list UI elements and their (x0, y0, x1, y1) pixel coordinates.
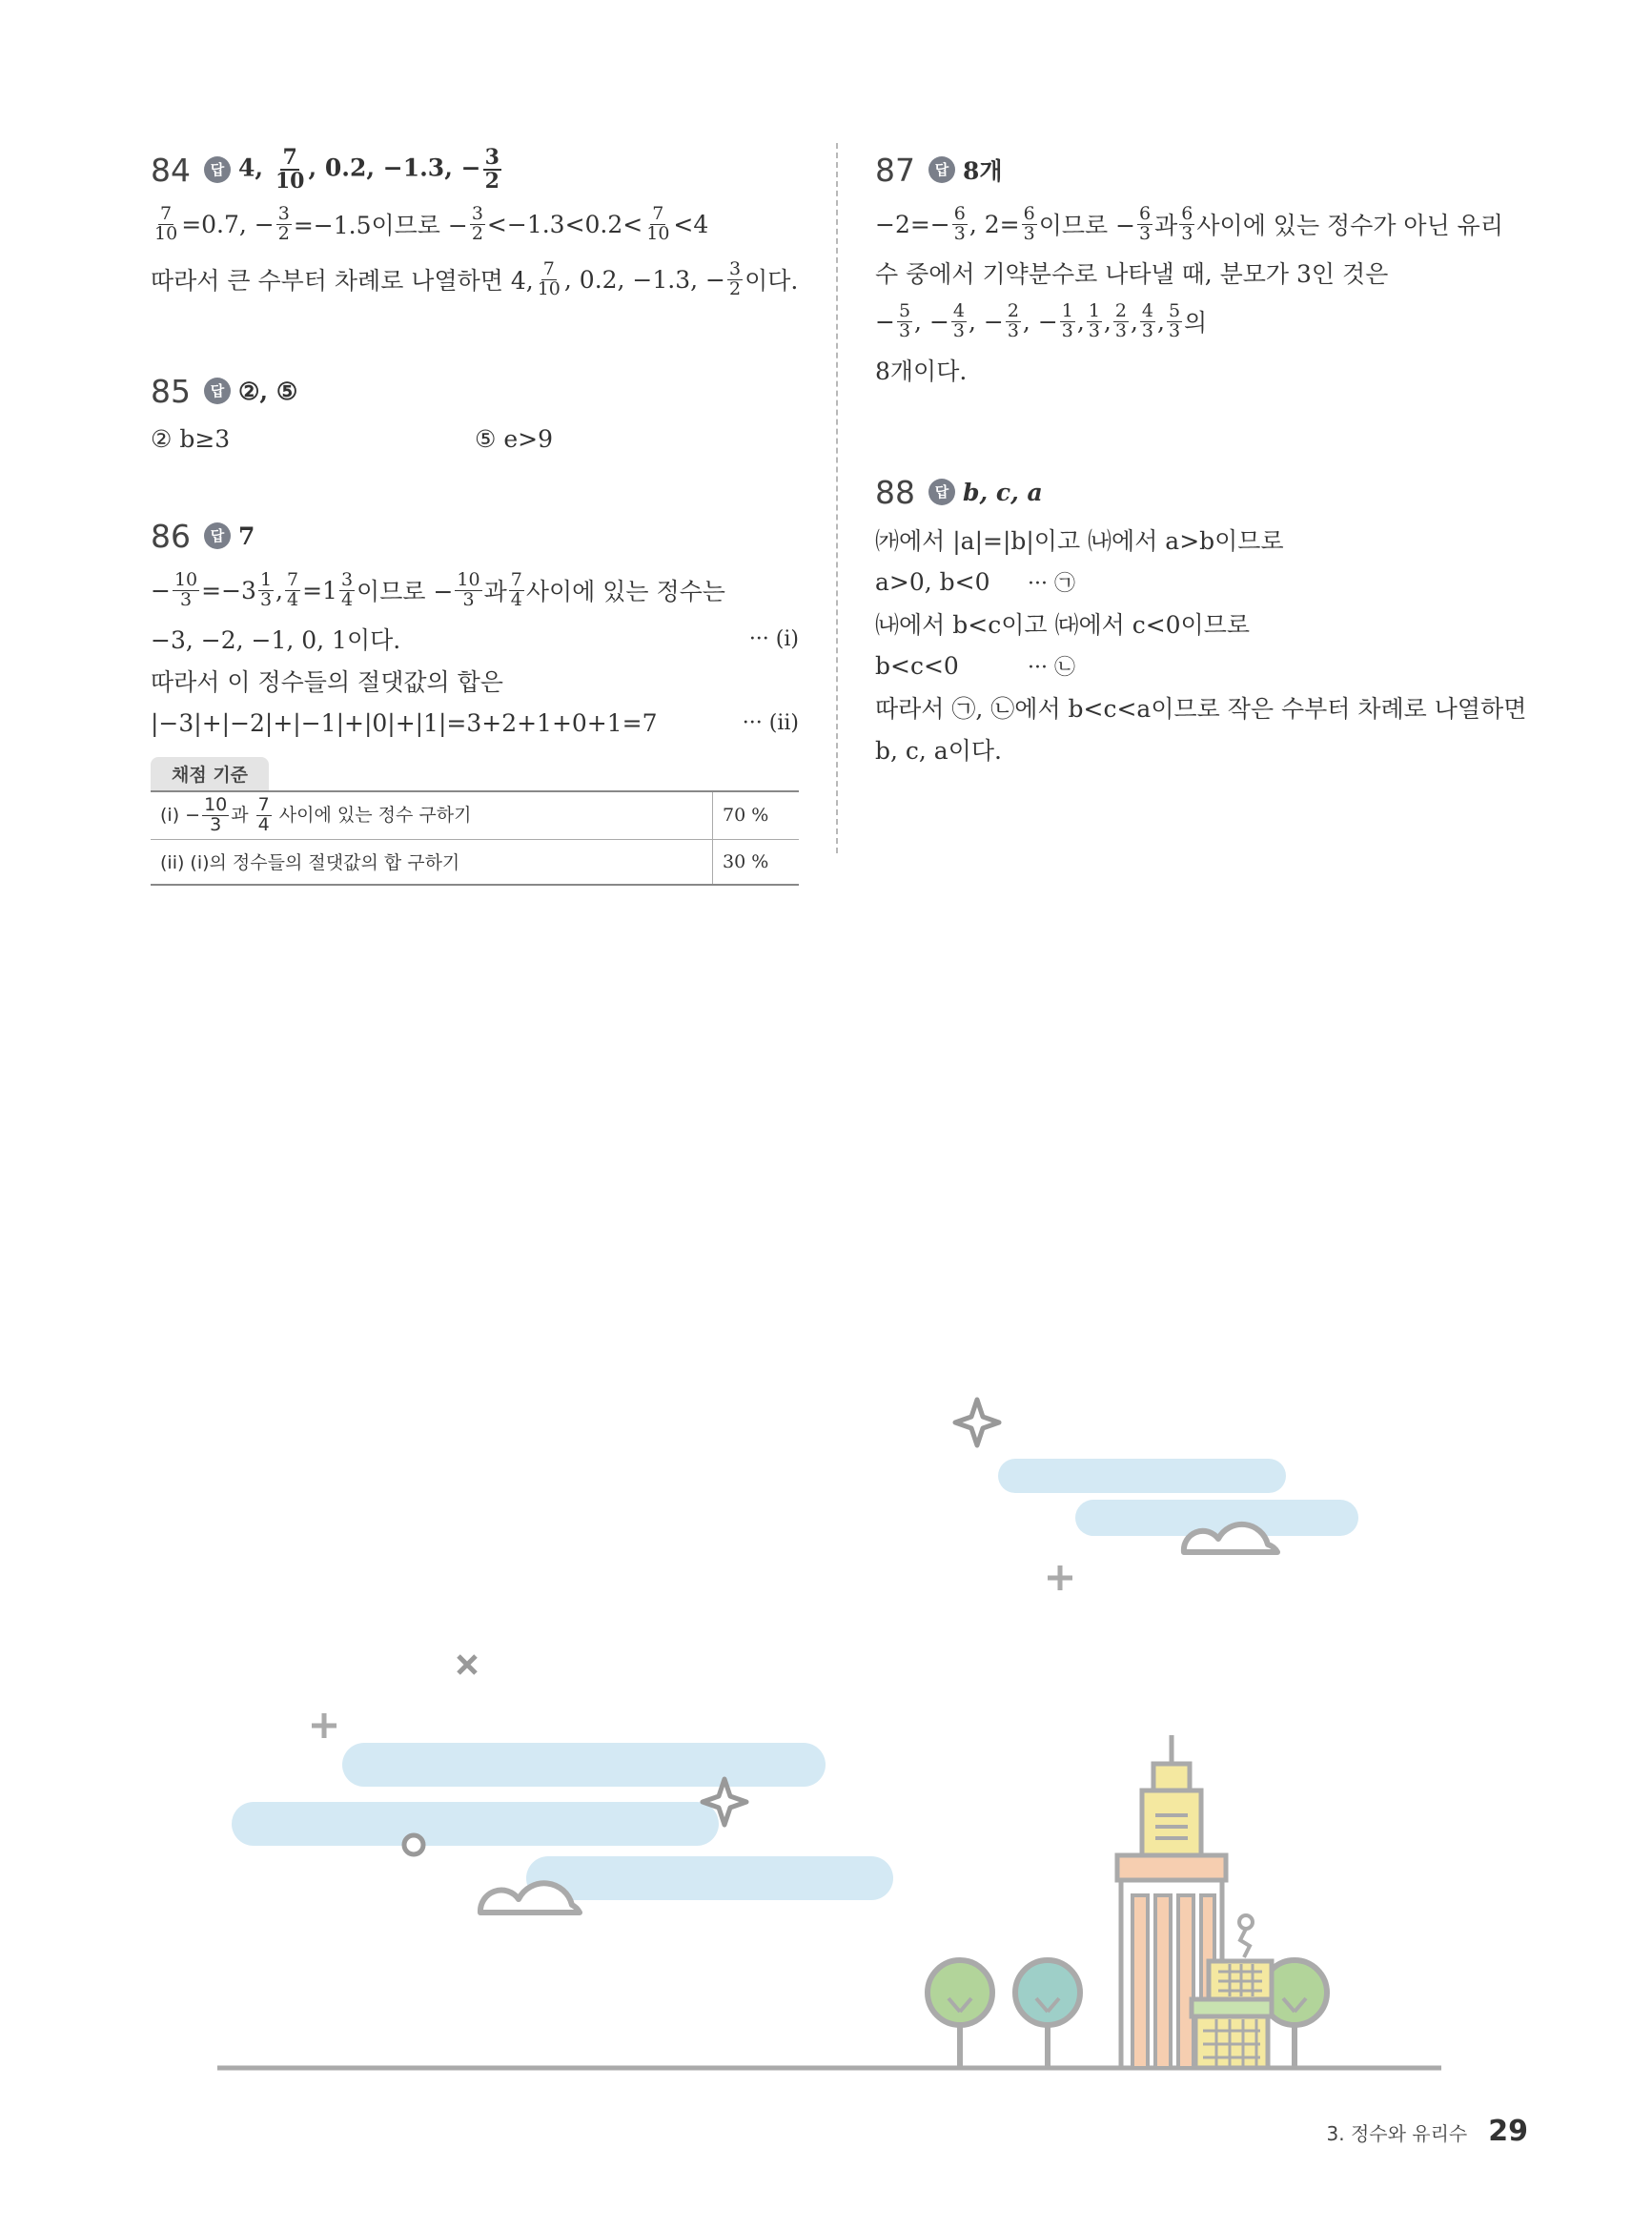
criteria-table (151, 790, 799, 886)
answer: 7 (238, 522, 255, 550)
answer: ②, ⑤ (238, 377, 298, 405)
sparkle-icon (955, 1400, 999, 1445)
answer-badge: 답 (204, 156, 231, 183)
chapter-label: 3. 정수와 유리수 (1326, 2122, 1468, 2145)
step-tag: ··· (i) (748, 626, 799, 651)
problem-88 (875, 465, 1542, 770)
solution-line: b, c, a이다. (875, 737, 1002, 765)
page-number: 29 (1488, 2115, 1528, 2148)
problem-85 (151, 364, 799, 460)
answer: 8개 (963, 157, 1003, 185)
tree-icon (1015, 1960, 1080, 2068)
table-row: (i) − $\frac{10}{3}$ 과 $\frac{7}{4}$ 사이에 있는 정수 구하기 70 % (151, 791, 799, 839)
solution-line: ② b≥3 ⑤ e>9 (151, 424, 554, 453)
tree-icon (928, 1960, 992, 2068)
cross-icon (459, 1656, 476, 1673)
solution-line: −2=− $\frac{6}{3}$ , 2= $\frac{6}{3}$ 이므로 − $\frac{6}{3}$ 과 $\frac{6}{3}$ 사이에 있는 정수가 아닌 유리 (875, 202, 1503, 244)
column-divider (836, 143, 838, 853)
solution-line: b<c<0 ··· ㉡ (875, 651, 1075, 680)
solution-line: 수 중에서 기약분수로 나타낼 때, 분모가 3인 것은 (875, 260, 1389, 288)
step-tag: ··· ㉡ (1028, 655, 1075, 680)
table-row: (ii) (i)의 정수들의 절댓값의 합 구하기 30 % (151, 839, 799, 885)
step-tag: ··· (ii) (742, 710, 799, 735)
problem-number: 85 (151, 372, 191, 410)
city-illustration (0, 1382, 1652, 2088)
solution-line: 따라서 큰 수부터 차례로 나열하면 4, $\frac{7}{10}$ , 0.2, −1.3, − $\frac{3}{2}$ 이다. (151, 257, 799, 299)
answer-badge: 답 (204, 522, 231, 549)
solution-line: 따라서 ㉠, ㉡에서 b<c<a이므로 작은 수부터 차례로 나열하면 (875, 695, 1527, 723)
plus-icon (312, 1713, 337, 1738)
right-column (875, 143, 1542, 808)
solution-line: −3, −2, −1, 0, 1이다. ··· (i) (151, 626, 799, 654)
problem-84 (151, 143, 799, 307)
plus-icon (1048, 1565, 1072, 1590)
solution-line: a>0, b<0 ··· ㉠ (875, 567, 1075, 596)
solution-line: 8개이다. (875, 358, 968, 385)
answer-badge: 답 (928, 156, 955, 183)
solution-line: ㈎에서 |a|=|b|이고 ㈏에서 a>b이므로 (875, 527, 1284, 555)
answer-badge: 답 (928, 479, 955, 505)
circle-icon (404, 1835, 423, 1854)
problem-number: 87 (875, 151, 915, 189)
solution-line: ㈏에서 b<c이고 ㈐에서 c<0이므로 (875, 611, 1250, 639)
problem-87 (875, 143, 1542, 391)
cloud-strips-upper (998, 1459, 1358, 1536)
page-footer (1327, 2115, 1528, 2148)
solution-line: $\frac{7}{10}$ =0.7, − $\frac{3}{2}$ =−1.5이므로 − $\frac{3}{2}$ <−1.3<0.2< $\frac{7}{10}$ <4 (154, 202, 709, 244)
step-tag: ··· ㉠ (1028, 571, 1075, 596)
solution-line: 따라서 이 정수들의 절댓값의 합은 (151, 668, 503, 696)
left-column (151, 143, 799, 924)
criteria-title: 채점 기준 (151, 757, 269, 790)
solution-line: − $\frac{5}{3}$ , − $\frac{4}{3}$ , − $\frac{2}{3}$ , − $\frac{1}{3}$ , $\frac{1}{3}$ , $\frac{2}{3}$ , $\frac{4}{3}$ , $\frac{5}{3}$ 의 (875, 299, 1208, 341)
scoring-criteria (151, 757, 799, 886)
answer: 4, $\frac{7}{10}$ , 0.2, −1.3, − $\frac{3}{2}$ (238, 144, 500, 194)
problem-number: 88 (875, 473, 915, 511)
cloud-strips-lower (232, 1743, 893, 1900)
solution-line: |−3|+|−2|+|−1|+|0|+|1|=3+2+1+0+1=7 ··· (ii) (151, 708, 799, 737)
answer: b, c, a (963, 478, 1043, 506)
problem-86 (151, 509, 799, 886)
answer-badge: 답 (204, 378, 231, 404)
problem-number: 84 (151, 151, 191, 189)
solution-line: − $\frac{10}{3}$ =−3 $\frac{1}{3}$ , $\frac{7}{4}$ =1 $\frac{3}{4}$ 이므로 − $\frac{10}{3}$ 과 $\frac{7}{4}$ 사이에 있는 정수는 (151, 568, 725, 610)
problem-number: 86 (151, 517, 191, 555)
